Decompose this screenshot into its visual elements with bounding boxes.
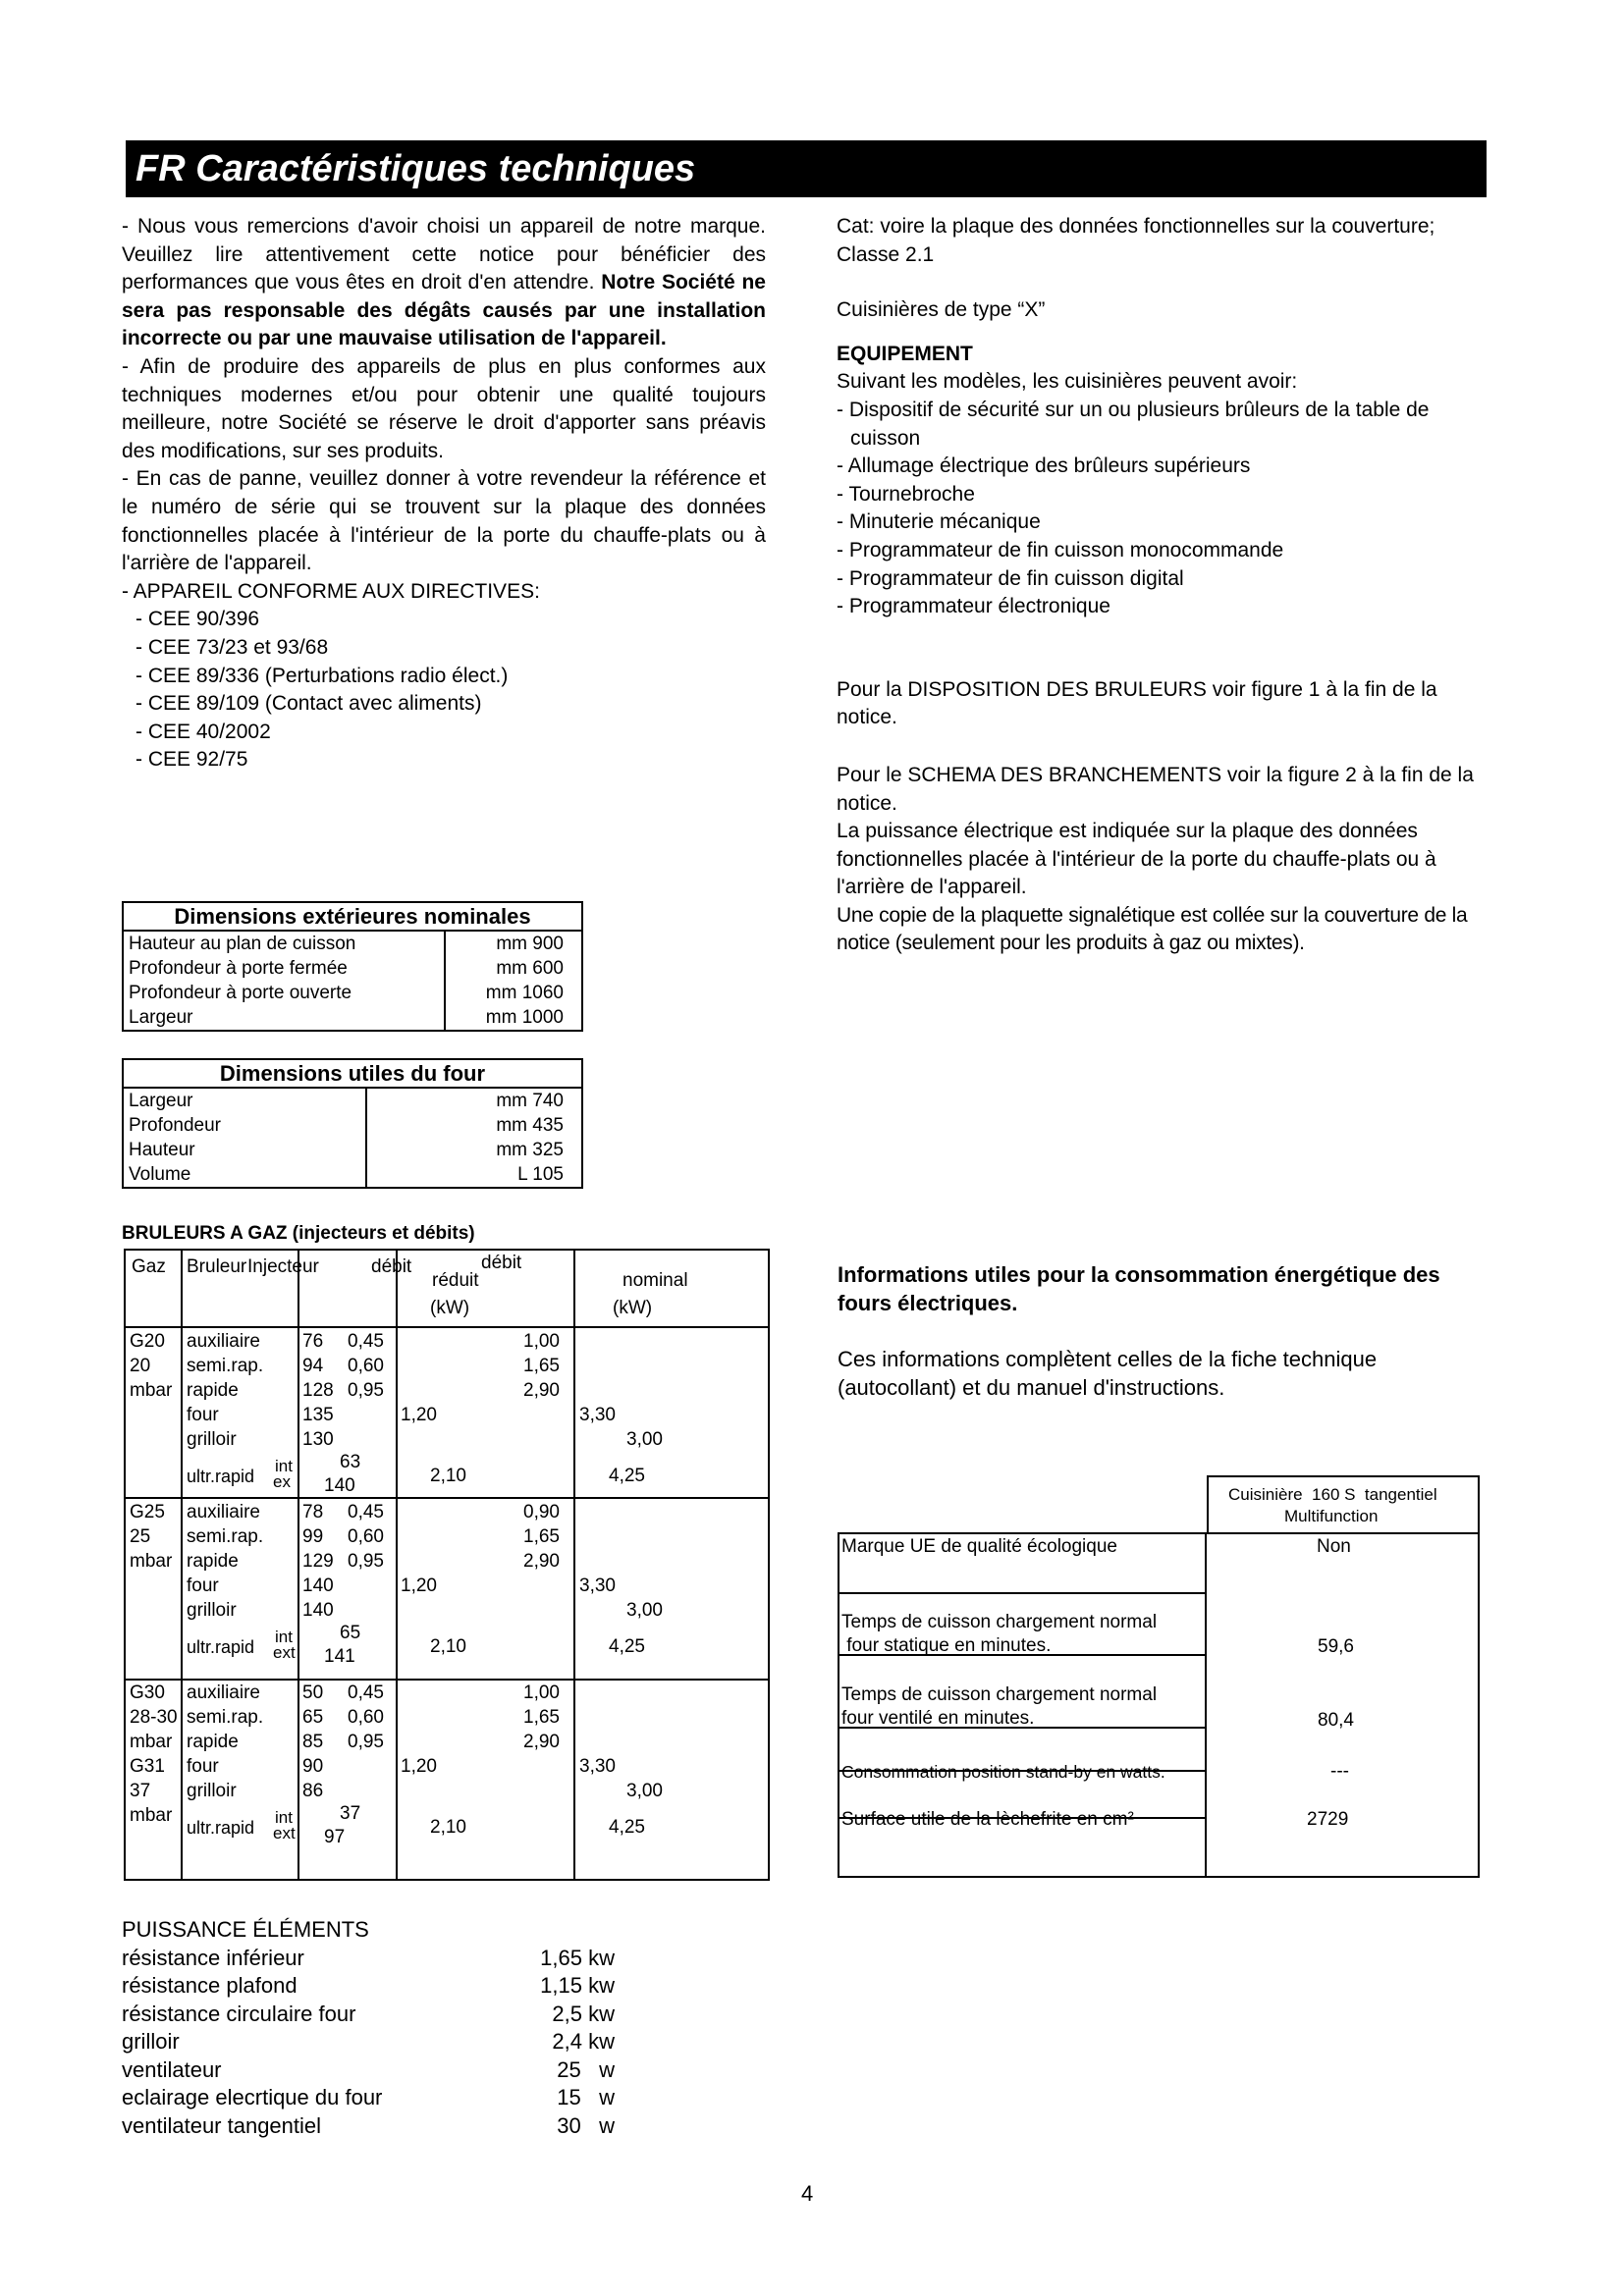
gas-nominal-flow: 4,25 [609,1466,645,1486]
dim-label: Profondeur à porte ouverte [129,983,352,1003]
power-value: 1,65 kw [540,1945,615,1970]
power-row [122,2084,615,2112]
gas-type-label: G20 [130,1331,165,1352]
gas-nominal-flow: 1,00 [523,1682,560,1703]
directive-item: - CEE 89/109 (Contact avec aliments) [135,692,482,716]
intro-paragraph-4: - APPAREIL CONFORME AUX DIRECTIVES: [122,579,540,603]
dim-label: Largeur [129,1007,193,1028]
eco-col-head: Cuisinière 160 S tangentiel [1228,1485,1437,1504]
eco-line [838,1876,1480,1878]
gas-head-gaz: Gaz [132,1256,166,1277]
dim-four-title: Dimensions utiles du four [123,1059,582,1088]
power-value: 1,15 kw [540,1973,615,1998]
gas-burner-name: four [187,1756,219,1777]
gas-col-line [298,1251,299,1879]
power-row [122,2001,615,2029]
dim-four-table [122,1058,583,1189]
gas-nominal-flow: 0,90 [523,1502,560,1522]
gas-type-label: G30 [130,1682,165,1703]
energy-table [838,1475,1480,1878]
gas-burner-name: semi.rap. [187,1356,264,1376]
gas-burner-name: ultr.rapid [187,1818,255,1838]
gas-nominal-flow: 4,25 [609,1817,645,1838]
gas-reduced-flow: 0,60 [348,1707,384,1728]
gas-nominal-flow: 3,30 [579,1756,616,1777]
dim-value: mm 325 [366,1138,582,1162]
equip-intro: Suivant les modèles, les cuisinières peuvent avoir: [837,370,1298,394]
gas-row-line [126,1679,768,1681]
directive-item: - CEE 40/2002 [135,720,271,743]
gas-reduced-flow: 2,10 [430,1636,466,1657]
gas-injector: 37 [340,1803,361,1824]
gas-injector: 141 [324,1646,355,1667]
gas-type-label: 25 [130,1526,151,1547]
gas-reduced-flow: 0,45 [348,1502,384,1522]
eco-row-label: Temps de cuisson chargement normal four ventilé en minutes. [841,1684,1158,1729]
gas-injector: 135 [302,1405,334,1425]
dim-value: mm 900 [445,931,582,956]
power-row [122,2056,615,2085]
gas-head-nominal: nominal [623,1270,688,1291]
directives-list [122,606,766,774]
equip-item: - Tournebroche [837,482,975,506]
gas-burner-name: grilloir [187,1600,237,1621]
gas-nominal-flow: 2,90 [523,1380,560,1401]
gas-reduced-flow: 0,95 [348,1380,384,1401]
power-label: grilloir [122,2029,180,2054]
gas-int-label: int [275,1457,293,1475]
gas-injector: 78 [302,1502,324,1522]
schema-text: Pour le SCHEMA DES BRANCHEMENTS voir la figure 2 à la fin de la notice. [837,763,1474,815]
gas-head-injecteur: Injecteur [247,1256,319,1277]
disposition-text: Pour la DISPOSITION DES BRULEURS voir figure 1 à la fin de la notice. [837,677,1437,729]
gas-reduced-flow: 2,10 [430,1466,466,1486]
right-column-text [837,213,1485,958]
gas-injector: 140 [302,1575,334,1596]
power-label: résistance circulaire four [122,2001,356,2026]
gas-head-debit2: débit [481,1253,522,1273]
gas-injector: 63 [340,1452,361,1472]
equip-item: - Dispositif de sécurité sur un ou plusieurs brûleurs de la table de cuisson [837,398,1430,450]
gas-row-line [126,1497,768,1499]
directive-item: - CEE 89/336 (Perturbations radio élect.) [135,664,509,687]
puissance-text: La puissance électrique est indiquée sur la plaque des données fonctionnelles placée à l'intérieur de la porte du chauffe-plats ou à l'arrière de l'appareil. [837,820,1436,899]
dim-ext-title: Dimensions extérieures nominales [123,902,582,931]
gas-injector: 94 [302,1356,324,1376]
gas-reduced-flow: 1,20 [401,1405,437,1425]
gas-nominal-flow: 3,00 [626,1429,663,1450]
gas-nominal-flow: 1,65 [523,1707,560,1728]
gas-type-label: mbar [130,1380,173,1401]
power-label: eclairage elecrtique du four [122,2085,383,2109]
gas-col-line [396,1251,398,1879]
eco-row-label: Consommation position stand-by en watts. [841,1762,1165,1782]
gas-injector: 86 [302,1781,324,1801]
dim-ext-table [122,901,583,1032]
power-label: résistance plafond [122,1973,298,1998]
gas-reduced-flow: 1,20 [401,1575,437,1596]
power-title: PUISSANCE ÉLÉMENTS [122,1917,369,1942]
power-value: 30 w [557,2112,615,2138]
gas-row-line [126,1326,768,1328]
intro-paragraph-2: - Afin de produire des appareils de plus en plus conformes aux techniques modernes et/ou pour obtenir une qualité toujours meilleure, notre Société se réserve le droit d'apporter sans préavis des modifications, sur ses produits. [122,354,766,462]
gas-reduced-flow: 0,45 [348,1331,384,1352]
eco-row-label: Temps de cuisson chargement normal four statique en minutes. [841,1612,1158,1656]
dim-value: mm 435 [366,1113,582,1138]
dim-value: mm 1000 [445,1005,582,1031]
gas-type-label: 37 [130,1781,151,1801]
gas-burner-name: rapide [187,1551,239,1572]
gas-head-kw: (kW) [430,1298,470,1318]
eco-row-value: --- [1330,1761,1349,1782]
intro-text [122,213,766,774]
dim-value: mm 740 [366,1088,582,1113]
gas-nominal-flow: 1,65 [523,1526,560,1547]
eco-line [838,1532,1480,1534]
gas-int-label: int [275,1808,293,1827]
header-bar [126,140,1487,197]
eco-col-head: Multifunction [1284,1507,1379,1525]
gas-type-label: mbar [130,1732,173,1752]
eco-row-value: Non [1317,1536,1351,1557]
gas-injector: 140 [324,1475,355,1496]
directive-item: - CEE 92/75 [135,748,248,772]
gas-type-label: G31 [130,1756,165,1777]
dim-value: mm 1060 [445,981,582,1005]
gas-reduced-flow: 0,60 [348,1526,384,1547]
dim-label: Profondeur [129,1115,222,1136]
dim-label: Hauteur [129,1140,195,1160]
dim-label: Hauteur au plan de cuisson [129,934,356,954]
power-row [122,2112,615,2141]
gas-burner-name: grilloir [187,1429,237,1450]
gas-col-line [181,1251,183,1879]
gas-burner-name: semi.rap. [187,1707,264,1728]
gas-int-label: int [275,1628,293,1646]
power-label: résistance inférieur [122,1945,304,1970]
power-label: ventilateur tangentiel [122,2112,322,2138]
dim-value: L 105 [366,1162,582,1188]
eco-row-value: 2729 [1307,1809,1349,1830]
energy-text: Ces informations complètent celles de la fiche technique (autocollant) et du manuel d'instructions. [838,1347,1378,1400]
gas-injector: 140 [302,1600,334,1621]
gas-reduced-flow: 0,95 [348,1732,384,1752]
gas-ext-label: ext [273,1824,296,1842]
gas-type-label: mbar [130,1805,173,1826]
gas-head-debit1: débit [371,1256,412,1277]
gas-reduced-flow: 0,45 [348,1682,384,1703]
gas-burner-name: auxiliaire [187,1502,260,1522]
power-row [122,1945,615,1973]
energy-title: Informations utiles pour la consommation énergétique des fours électriques. [838,1262,1440,1315]
eco-line [838,1532,839,1878]
dim-label: Profondeur à porte fermée [129,958,348,979]
gas-injector: 130 [302,1429,334,1450]
power-list [122,1916,615,2140]
eco-line [838,1592,1207,1594]
eco-row-label: Surface utile de la lèchefrite en cm² [841,1809,1134,1830]
equip-item: - Allumage électrique des brûleurs supérieurs [837,454,1251,478]
gas-head-bruleur: Bruleur [187,1256,247,1277]
gas-nominal-flow: 3,30 [579,1575,616,1596]
eco-line [1207,1475,1209,1532]
power-label: ventilateur [122,2056,222,2082]
eco-row-value: 59,6 [1318,1636,1354,1657]
gas-burner-name: auxiliaire [187,1331,260,1352]
gas-injector: 90 [302,1756,324,1777]
gas-burner-name: auxiliaire [187,1682,260,1703]
equip-item: - Programmateur électronique [837,595,1110,618]
gas-head-kw: (kW) [613,1298,653,1318]
gas-col-line [573,1251,575,1879]
gas-injector: 50 [302,1682,324,1703]
gas-burner-name: ultr.rapid [187,1637,255,1657]
eco-row-label: Marque UE de qualité écologique [841,1536,1117,1557]
gas-injector: 129 [302,1551,334,1572]
gas-injector: 97 [324,1827,346,1847]
equip-item: - Programmateur de fin cuisson digital [837,566,1184,590]
power-row [122,1972,615,2001]
gas-head-reduit: réduit [432,1270,479,1291]
gas-table [124,1249,770,1881]
gas-nominal-flow: 3,30 [579,1405,616,1425]
power-value: 2,4 kw [552,2029,615,2054]
gas-reduced-flow: 0,95 [348,1551,384,1572]
gas-burner-name: four [187,1405,219,1425]
gas-burner-name: four [187,1575,219,1596]
gas-nominal-flow: 4,25 [609,1636,645,1657]
gas-burner-name: semi.rap. [187,1526,264,1547]
gas-burner-name: rapide [187,1380,239,1401]
gas-reduced-flow: 1,20 [401,1756,437,1777]
page-title: FR Caractéristiques techniques [135,148,696,189]
directive-item: - CEE 73/23 et 93/68 [135,635,329,659]
equip-title: EQUIPEMENT [837,342,973,365]
gas-nominal-flow: 2,90 [523,1551,560,1572]
eco-line [1205,1532,1207,1876]
gas-injector: 65 [302,1707,324,1728]
type-text: Cuisinières de type “X” [837,298,1046,322]
gas-burner-name: ultr.rapid [187,1467,255,1486]
dim-label: Volume [129,1164,191,1185]
gas-nominal-flow: 3,00 [626,1600,663,1621]
dim-label: Largeur [129,1091,193,1111]
intro-paragraph-3: - En cas de panne, veuillez donner à votre revendeur la référence et le numéro de série qui se trouvent sur la plaque des données fonctionnelles placée à l'intérieur de la porte du chauffe-plats ou à l'arrière de l'appareil. [122,467,766,575]
gas-burner-name: rapide [187,1732,239,1752]
gas-injector: 76 [302,1331,324,1352]
gas-type-label: G25 [130,1502,165,1522]
directive-item: - CEE 90/396 [135,608,260,631]
gas-nominal-flow: 1,00 [523,1331,560,1352]
gas-reduced-flow: 0,60 [348,1356,384,1376]
gas-type-label: 20 [130,1356,151,1376]
cat-text: Cat: voire la plaque des données fonctionnelles sur la couverture; Classe 2.1 [837,215,1435,266]
gas-reduced-flow: 2,10 [430,1817,466,1838]
gas-type-label: mbar [130,1551,173,1572]
dim-value: mm 600 [445,956,582,981]
power-value: 2,5 kw [552,2001,615,2026]
eco-line [1478,1475,1480,1878]
power-value: 25 w [557,2056,615,2082]
gas-type-label: 28-30 [130,1707,178,1728]
gas-ext-label: ext [273,1643,296,1662]
gas-nominal-flow: 1,65 [523,1356,560,1376]
copie-text: Une copie de la plaquette signalétique est collée sur la couverture de la notice (seulement pour les produits à gaz ou mixtes). [837,903,1468,955]
power-row [122,2028,615,2056]
intro-paragraph-1 [122,213,766,353]
eco-line [1207,1475,1480,1477]
gas-ext-label: ex [273,1472,291,1491]
page-number: 4 [801,2181,814,2206]
gas-nominal-flow: 3,00 [626,1781,663,1801]
gas-nominal-flow: 2,90 [523,1732,560,1752]
gas-injector: 128 [302,1380,334,1401]
equip-item: - Minuterie mécanique [837,510,1041,534]
equip-item: - Programmateur de fin cuisson monocommande [837,538,1284,561]
gas-injector: 85 [302,1732,324,1752]
gas-burner-name: grilloir [187,1781,237,1801]
intro-p1-normal: - Nous vous remercions d'avoir choisi un appareil de notre marque. Veuillez lire attentivement cette notice pour bénéficier des performances que vous êtes en droit d'en attendre. [122,215,766,294]
gas-injector: 65 [340,1623,361,1643]
eco-row-value: 80,4 [1318,1710,1354,1731]
intro-p1-bold: Notre Société ne sera pas responsable des dégâts causés par une installation incorrecte ou par une mauvaise utilisation de l'appareil. [122,271,766,350]
power-value: 15 w [557,2085,615,2109]
gas-injector: 99 [302,1526,324,1547]
gas-title: BRULEURS A GAZ (injecteurs et débits) [122,1223,475,1244]
